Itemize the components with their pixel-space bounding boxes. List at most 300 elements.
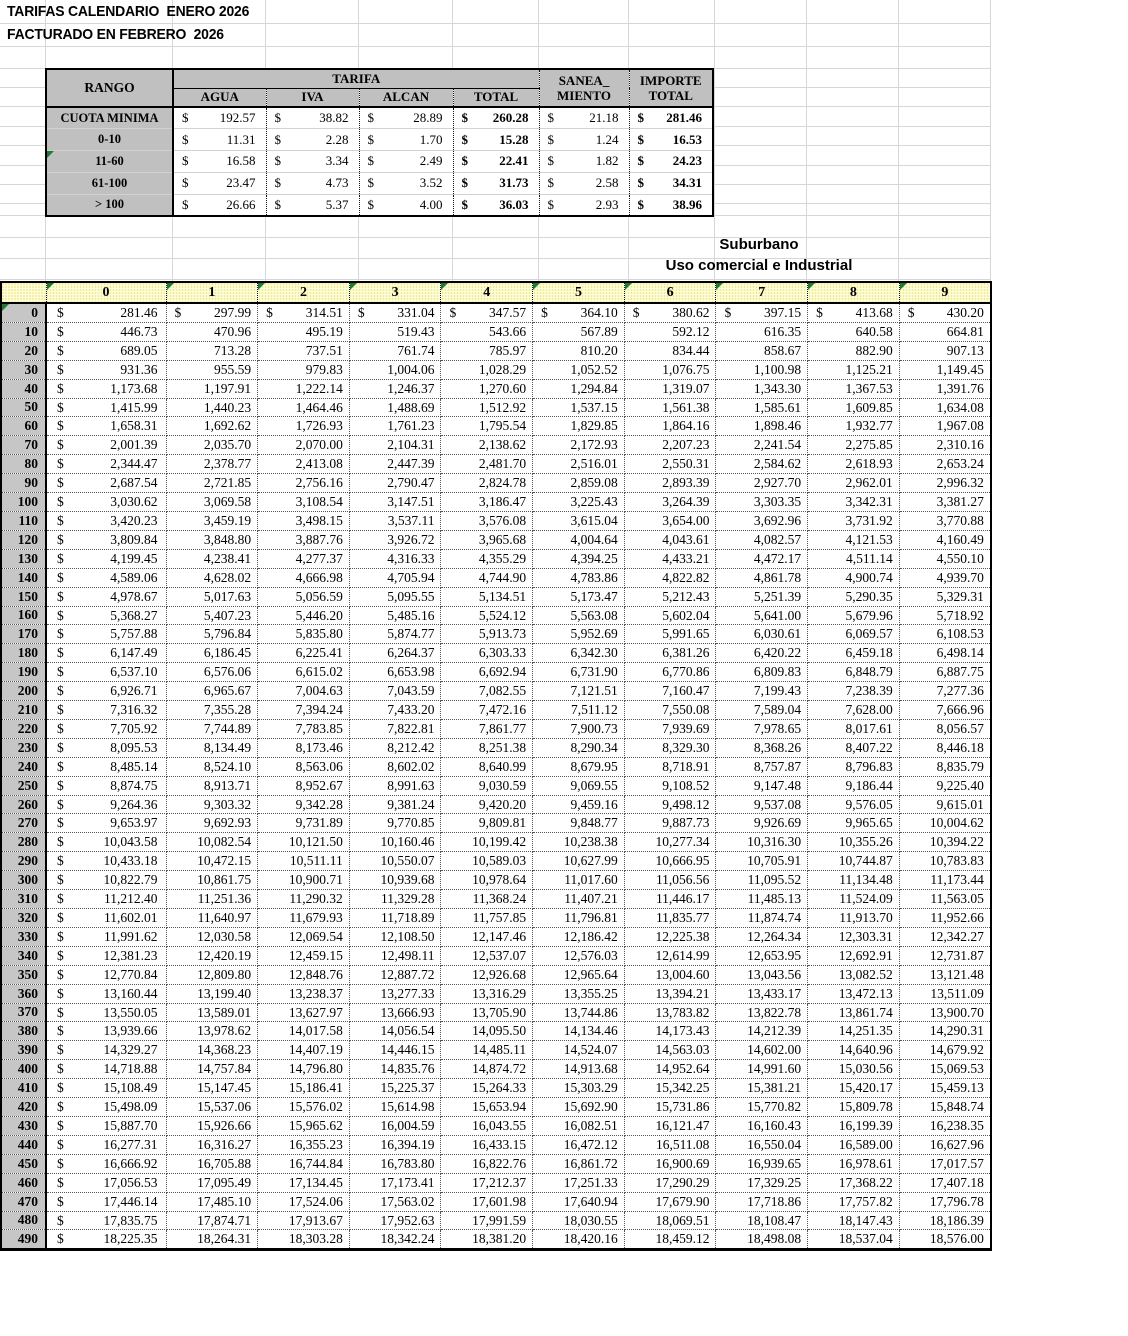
matrix-cell[interactable] xyxy=(624,1003,716,1022)
matrix-cell[interactable] xyxy=(349,757,441,776)
matrix-cell[interactable] xyxy=(258,1098,350,1117)
matrix-cell[interactable] xyxy=(533,1135,625,1154)
matrix-cell[interactable] xyxy=(166,1060,258,1079)
matrix-cell[interactable] xyxy=(46,984,166,1003)
matrix-cell[interactable] xyxy=(716,757,808,776)
matrix-cell[interactable] xyxy=(441,1060,533,1079)
matrix-cell[interactable] xyxy=(808,1173,900,1192)
matrix-cell[interactable] xyxy=(349,436,441,455)
matrix-cell[interactable] xyxy=(46,1211,166,1230)
matrix-cell[interactable] xyxy=(258,1041,350,1060)
matrix-cell[interactable] xyxy=(716,493,808,512)
matrix-cell[interactable] xyxy=(258,303,350,322)
matrix-cell[interactable] xyxy=(166,303,258,322)
matrix-cell[interactable] xyxy=(46,776,166,795)
matrix-cell[interactable] xyxy=(533,1041,625,1060)
matrix-cell[interactable] xyxy=(716,417,808,436)
matrix-cell[interactable] xyxy=(441,1022,533,1041)
matrix-cell[interactable] xyxy=(258,1022,350,1041)
matrix-cell[interactable] xyxy=(349,682,441,701)
matrix-cell[interactable] xyxy=(441,701,533,720)
matrix-cell[interactable] xyxy=(624,1098,716,1117)
rate-cell-agua[interactable] xyxy=(173,107,266,129)
matrix-cell[interactable] xyxy=(533,606,625,625)
matrix-row-header-350[interactable]: 350 xyxy=(1,965,46,984)
matrix-cell[interactable] xyxy=(166,587,258,606)
matrix-cell[interactable] xyxy=(899,417,991,436)
matrix-cell[interactable] xyxy=(624,341,716,360)
matrix-cell[interactable] xyxy=(899,965,991,984)
rate-header-saneamiento[interactable] xyxy=(539,69,629,107)
matrix-cell[interactable] xyxy=(441,946,533,965)
matrix-cell[interactable] xyxy=(716,398,808,417)
matrix-cell[interactable] xyxy=(533,303,625,322)
matrix-cell[interactable] xyxy=(258,474,350,493)
matrix-cell[interactable] xyxy=(258,530,350,549)
matrix-cell[interactable] xyxy=(441,757,533,776)
matrix-cell[interactable] xyxy=(258,663,350,682)
matrix-cell[interactable] xyxy=(533,776,625,795)
matrix-row-header-160[interactable]: 160 xyxy=(1,606,46,625)
matrix-cell[interactable] xyxy=(46,852,166,871)
matrix-cell[interactable] xyxy=(716,474,808,493)
matrix-cell[interactable] xyxy=(441,455,533,474)
matrix-cell[interactable] xyxy=(533,833,625,852)
matrix-cell[interactable] xyxy=(258,455,350,474)
matrix-cell[interactable] xyxy=(166,1230,258,1250)
matrix-cell[interactable] xyxy=(46,1022,166,1041)
matrix-cell[interactable] xyxy=(533,341,625,360)
matrix-cell[interactable] xyxy=(899,1230,991,1250)
matrix-cell[interactable] xyxy=(624,530,716,549)
matrix-cell[interactable] xyxy=(624,852,716,871)
matrix-cell[interactable] xyxy=(441,1116,533,1135)
matrix-cell[interactable] xyxy=(349,1098,441,1117)
matrix-cell[interactable] xyxy=(349,1173,441,1192)
rate-cell-importe[interactable] xyxy=(629,151,713,173)
matrix-cell[interactable] xyxy=(899,530,991,549)
matrix-cell[interactable] xyxy=(533,682,625,701)
matrix-cell[interactable] xyxy=(716,644,808,663)
matrix-cell[interactable] xyxy=(258,1060,350,1079)
matrix-cell[interactable] xyxy=(258,644,350,663)
matrix-cell[interactable] xyxy=(808,814,900,833)
matrix-cell[interactable] xyxy=(808,871,900,890)
matrix-cell[interactable] xyxy=(533,1154,625,1173)
matrix-cell[interactable] xyxy=(441,398,533,417)
matrix-cell[interactable] xyxy=(808,1003,900,1022)
matrix-cell[interactable] xyxy=(166,1154,258,1173)
matrix-cell[interactable] xyxy=(258,946,350,965)
matrix-cell[interactable] xyxy=(624,474,716,493)
matrix-cell[interactable] xyxy=(533,701,625,720)
matrix-cell[interactable] xyxy=(46,1135,166,1154)
matrix-cell[interactable] xyxy=(808,493,900,512)
matrix-cell[interactable] xyxy=(166,663,258,682)
matrix-cell[interactable] xyxy=(808,1192,900,1211)
matrix-cell[interactable] xyxy=(46,795,166,814)
matrix-cell[interactable] xyxy=(441,871,533,890)
matrix-cell[interactable] xyxy=(624,719,716,738)
matrix-cell[interactable] xyxy=(46,644,166,663)
matrix-row-header-230[interactable]: 230 xyxy=(1,738,46,757)
matrix-cell[interactable] xyxy=(349,1079,441,1098)
matrix-cell[interactable] xyxy=(441,303,533,322)
matrix-cell[interactable] xyxy=(716,1116,808,1135)
matrix-cell[interactable] xyxy=(441,965,533,984)
matrix-cell[interactable] xyxy=(349,511,441,530)
matrix-cell[interactable] xyxy=(258,984,350,1003)
rate-cell-importe[interactable] xyxy=(629,107,713,129)
matrix-cell[interactable] xyxy=(808,909,900,928)
rate-cell-iva[interactable] xyxy=(266,194,359,216)
matrix-cell[interactable] xyxy=(533,493,625,512)
matrix-cell[interactable] xyxy=(349,984,441,1003)
matrix-cell[interactable] xyxy=(533,946,625,965)
matrix-cell[interactable] xyxy=(899,663,991,682)
matrix-cell[interactable] xyxy=(166,360,258,379)
matrix-cell[interactable] xyxy=(716,814,808,833)
matrix-cell[interactable] xyxy=(349,360,441,379)
matrix-cell[interactable] xyxy=(899,984,991,1003)
matrix-cell[interactable] xyxy=(258,417,350,436)
matrix-cell[interactable] xyxy=(716,1154,808,1173)
matrix-cell[interactable] xyxy=(349,1022,441,1041)
matrix-cell[interactable] xyxy=(349,965,441,984)
matrix-cell[interactable] xyxy=(258,1230,350,1250)
matrix-cell[interactable] xyxy=(46,682,166,701)
matrix-cell[interactable] xyxy=(46,474,166,493)
matrix-cell[interactable] xyxy=(624,1230,716,1250)
matrix-cell[interactable] xyxy=(899,738,991,757)
matrix-cell[interactable] xyxy=(624,360,716,379)
matrix-cell[interactable] xyxy=(808,625,900,644)
matrix-cell[interactable] xyxy=(624,1211,716,1230)
matrix-cell[interactable] xyxy=(349,379,441,398)
matrix-cell[interactable] xyxy=(166,927,258,946)
matrix-cell[interactable] xyxy=(808,511,900,530)
matrix-cell[interactable] xyxy=(166,871,258,890)
matrix-cell[interactable] xyxy=(899,587,991,606)
matrix-cell[interactable] xyxy=(533,360,625,379)
matrix-cell[interactable] xyxy=(349,474,441,493)
matrix-cell[interactable] xyxy=(46,1003,166,1022)
matrix-row-header-270[interactable]: 270 xyxy=(1,814,46,833)
rate-cell-iva[interactable] xyxy=(266,151,359,173)
matrix-cell[interactable] xyxy=(899,493,991,512)
matrix-cell[interactable] xyxy=(441,644,533,663)
matrix-cell[interactable] xyxy=(899,625,991,644)
matrix-cell[interactable] xyxy=(46,719,166,738)
matrix-cell[interactable] xyxy=(166,1173,258,1192)
matrix-cell[interactable] xyxy=(533,1022,625,1041)
matrix-cell[interactable] xyxy=(349,663,441,682)
matrix-cell[interactable] xyxy=(166,1135,258,1154)
matrix-cell[interactable] xyxy=(899,322,991,341)
matrix-cell[interactable] xyxy=(46,1041,166,1060)
matrix-row-header-220[interactable]: 220 xyxy=(1,719,46,738)
matrix-cell[interactable] xyxy=(349,341,441,360)
matrix-cell[interactable] xyxy=(258,1211,350,1230)
matrix-cell[interactable] xyxy=(808,568,900,587)
matrix-cell[interactable] xyxy=(166,549,258,568)
rate-header-rango[interactable]: RANGO xyxy=(46,69,173,107)
matrix-col-header-7[interactable] xyxy=(716,282,808,303)
matrix-cell[interactable] xyxy=(624,1079,716,1098)
matrix-row-header-330[interactable]: 330 xyxy=(1,927,46,946)
matrix-cell[interactable] xyxy=(808,1041,900,1060)
matrix-cell[interactable] xyxy=(533,455,625,474)
rate-cell-alcan[interactable] xyxy=(359,151,453,173)
matrix-cell[interactable] xyxy=(533,1116,625,1135)
matrix-cell[interactable] xyxy=(716,833,808,852)
matrix-cell[interactable] xyxy=(533,530,625,549)
matrix-cell[interactable] xyxy=(899,890,991,909)
matrix-cell[interactable] xyxy=(716,946,808,965)
matrix-cell[interactable] xyxy=(624,927,716,946)
matrix-cell[interactable] xyxy=(349,1192,441,1211)
matrix-cell[interactable] xyxy=(808,1098,900,1117)
matrix-col-header-3[interactable] xyxy=(349,282,441,303)
matrix-cell[interactable] xyxy=(533,379,625,398)
matrix-cell[interactable] xyxy=(349,927,441,946)
matrix-cell[interactable] xyxy=(349,549,441,568)
matrix-cell[interactable] xyxy=(899,795,991,814)
matrix-cell[interactable] xyxy=(46,965,166,984)
matrix-cell[interactable] xyxy=(258,795,350,814)
matrix-cell[interactable] xyxy=(533,644,625,663)
matrix-cell[interactable] xyxy=(258,625,350,644)
matrix-cell[interactable] xyxy=(808,946,900,965)
matrix-cell[interactable] xyxy=(46,1154,166,1173)
matrix-col-header-1[interactable] xyxy=(166,282,258,303)
matrix-cell[interactable] xyxy=(624,682,716,701)
matrix-cell[interactable] xyxy=(624,1173,716,1192)
matrix-cell[interactable] xyxy=(624,455,716,474)
matrix-cell[interactable] xyxy=(624,946,716,965)
matrix-cell[interactable] xyxy=(808,1135,900,1154)
matrix-cell[interactable] xyxy=(899,1098,991,1117)
matrix-cell[interactable] xyxy=(808,757,900,776)
matrix-cell[interactable] xyxy=(166,682,258,701)
matrix-cell[interactable] xyxy=(624,644,716,663)
matrix-cell[interactable] xyxy=(441,322,533,341)
matrix-cell[interactable] xyxy=(899,303,991,322)
matrix-cell[interactable] xyxy=(349,738,441,757)
matrix-cell[interactable] xyxy=(349,909,441,928)
matrix-cell[interactable] xyxy=(899,341,991,360)
matrix-cell[interactable] xyxy=(808,1211,900,1230)
matrix-row-header-480[interactable]: 480 xyxy=(1,1211,46,1230)
matrix-cell[interactable] xyxy=(899,398,991,417)
matrix-cell[interactable] xyxy=(899,1116,991,1135)
matrix-row-header-360[interactable]: 360 xyxy=(1,984,46,1003)
matrix-cell[interactable] xyxy=(533,511,625,530)
matrix-cell[interactable] xyxy=(441,852,533,871)
matrix-cell[interactable] xyxy=(716,776,808,795)
matrix-cell[interactable] xyxy=(899,776,991,795)
matrix-cell[interactable] xyxy=(441,663,533,682)
matrix-cell[interactable] xyxy=(46,833,166,852)
matrix-cell[interactable] xyxy=(716,322,808,341)
matrix-cell[interactable] xyxy=(46,663,166,682)
matrix-cell[interactable] xyxy=(624,814,716,833)
matrix-cell[interactable] xyxy=(533,625,625,644)
matrix-cell[interactable] xyxy=(533,322,625,341)
matrix-cell[interactable] xyxy=(624,757,716,776)
matrix-cell[interactable] xyxy=(808,1022,900,1041)
matrix-cell[interactable] xyxy=(624,322,716,341)
matrix-cell[interactable] xyxy=(46,511,166,530)
matrix-cell[interactable] xyxy=(624,568,716,587)
matrix-cell[interactable] xyxy=(808,644,900,663)
matrix-cell[interactable] xyxy=(624,1154,716,1173)
matrix-cell[interactable] xyxy=(899,436,991,455)
matrix-cell[interactable] xyxy=(349,814,441,833)
matrix-cell[interactable] xyxy=(258,757,350,776)
matrix-cell[interactable] xyxy=(533,417,625,436)
matrix-row-header-20[interactable]: 20 xyxy=(1,341,46,360)
matrix-cell[interactable] xyxy=(46,701,166,720)
matrix-cell[interactable] xyxy=(716,1211,808,1230)
matrix-cell[interactable] xyxy=(716,549,808,568)
rate-header-importe[interactable] xyxy=(629,69,713,107)
matrix-cell[interactable] xyxy=(533,549,625,568)
matrix-cell[interactable] xyxy=(166,493,258,512)
matrix-cell[interactable] xyxy=(349,776,441,795)
matrix-cell[interactable] xyxy=(46,909,166,928)
matrix-cell[interactable] xyxy=(441,530,533,549)
matrix-cell[interactable] xyxy=(349,1060,441,1079)
matrix-cell[interactable] xyxy=(258,719,350,738)
matrix-cell[interactable] xyxy=(258,549,350,568)
matrix-cell[interactable] xyxy=(899,927,991,946)
matrix-cell[interactable] xyxy=(716,927,808,946)
matrix-cell[interactable] xyxy=(166,474,258,493)
matrix-cell[interactable] xyxy=(349,890,441,909)
matrix-row-header-460[interactable]: 460 xyxy=(1,1173,46,1192)
matrix-cell[interactable] xyxy=(166,757,258,776)
matrix-cell[interactable] xyxy=(441,1211,533,1230)
matrix-cell[interactable] xyxy=(166,719,258,738)
matrix-cell[interactable] xyxy=(349,1154,441,1173)
matrix-cell[interactable] xyxy=(533,587,625,606)
matrix-row-header-440[interactable]: 440 xyxy=(1,1135,46,1154)
matrix-cell[interactable] xyxy=(716,1003,808,1022)
matrix-row-header-320[interactable]: 320 xyxy=(1,909,46,928)
matrix-cell[interactable] xyxy=(166,625,258,644)
matrix-cell[interactable] xyxy=(349,625,441,644)
matrix-cell[interactable] xyxy=(349,493,441,512)
matrix-cell[interactable] xyxy=(258,909,350,928)
matrix-row-header-140[interactable]: 140 xyxy=(1,568,46,587)
matrix-cell[interactable] xyxy=(716,1060,808,1079)
matrix-cell[interactable] xyxy=(716,1041,808,1060)
matrix-cell[interactable] xyxy=(46,1098,166,1117)
matrix-cell[interactable] xyxy=(808,1154,900,1173)
matrix-cell[interactable] xyxy=(899,568,991,587)
rate-cell-total[interactable] xyxy=(453,107,539,129)
rate-cell-importe[interactable] xyxy=(629,129,713,151)
matrix-cell[interactable] xyxy=(808,1230,900,1250)
matrix-cell[interactable] xyxy=(258,833,350,852)
matrix-cell[interactable] xyxy=(166,379,258,398)
matrix-cell[interactable] xyxy=(533,757,625,776)
matrix-cell[interactable] xyxy=(441,738,533,757)
matrix-row-header-100[interactable]: 100 xyxy=(1,493,46,512)
matrix-cell[interactable] xyxy=(46,1192,166,1211)
matrix-cell[interactable] xyxy=(899,379,991,398)
matrix-cell[interactable] xyxy=(808,1116,900,1135)
matrix-cell[interactable] xyxy=(166,606,258,625)
matrix-cell[interactable] xyxy=(716,455,808,474)
matrix-cell[interactable] xyxy=(808,303,900,322)
matrix-cell[interactable] xyxy=(166,701,258,720)
rate-cell-saneamiento[interactable] xyxy=(539,194,629,216)
matrix-cell[interactable] xyxy=(441,493,533,512)
rate-cell-alcan[interactable] xyxy=(359,172,453,194)
matrix-cell[interactable] xyxy=(258,568,350,587)
matrix-cell[interactable] xyxy=(441,927,533,946)
matrix-cell[interactable] xyxy=(349,719,441,738)
matrix-cell[interactable] xyxy=(808,795,900,814)
matrix-row-header-290[interactable]: 290 xyxy=(1,852,46,871)
matrix-cell[interactable] xyxy=(716,738,808,757)
matrix-cell[interactable] xyxy=(441,606,533,625)
matrix-cell[interactable] xyxy=(46,455,166,474)
matrix-cell[interactable] xyxy=(716,1022,808,1041)
matrix-cell[interactable] xyxy=(46,606,166,625)
matrix-cell[interactable] xyxy=(624,1116,716,1135)
matrix-cell[interactable] xyxy=(533,436,625,455)
matrix-cell[interactable] xyxy=(349,1041,441,1060)
matrix-cell[interactable] xyxy=(716,871,808,890)
matrix-cell[interactable] xyxy=(899,644,991,663)
matrix-cell[interactable] xyxy=(624,701,716,720)
matrix-cell[interactable] xyxy=(808,890,900,909)
matrix-cell[interactable] xyxy=(258,493,350,512)
matrix-cell[interactable] xyxy=(533,909,625,928)
matrix-cell[interactable] xyxy=(716,379,808,398)
matrix-cell[interactable] xyxy=(441,1230,533,1250)
matrix-col-header-2[interactable] xyxy=(258,282,350,303)
rate-cell-agua[interactable] xyxy=(173,129,266,151)
matrix-cell[interactable] xyxy=(533,814,625,833)
matrix-cell[interactable] xyxy=(349,946,441,965)
matrix-cell[interactable] xyxy=(441,474,533,493)
matrix-cell[interactable] xyxy=(166,455,258,474)
matrix-cell[interactable] xyxy=(166,946,258,965)
matrix-row-header-120[interactable]: 120 xyxy=(1,530,46,549)
matrix-row-header-150[interactable]: 150 xyxy=(1,587,46,606)
rate-cell-total[interactable] xyxy=(453,172,539,194)
matrix-cell[interactable] xyxy=(716,909,808,928)
matrix-cell[interactable] xyxy=(46,927,166,946)
rate-cell-agua[interactable] xyxy=(173,194,266,216)
matrix-cell[interactable] xyxy=(258,1192,350,1211)
matrix-cell[interactable] xyxy=(624,663,716,682)
matrix-cell[interactable] xyxy=(899,946,991,965)
matrix-cell[interactable] xyxy=(46,398,166,417)
matrix-row-header-50[interactable]: 50 xyxy=(1,398,46,417)
matrix-cell[interactable] xyxy=(533,1003,625,1022)
matrix-cell[interactable] xyxy=(716,719,808,738)
matrix-cell[interactable] xyxy=(258,871,350,890)
matrix-cell[interactable] xyxy=(441,1003,533,1022)
matrix-cell[interactable] xyxy=(258,776,350,795)
matrix-cell[interactable] xyxy=(899,909,991,928)
matrix-cell[interactable] xyxy=(166,738,258,757)
